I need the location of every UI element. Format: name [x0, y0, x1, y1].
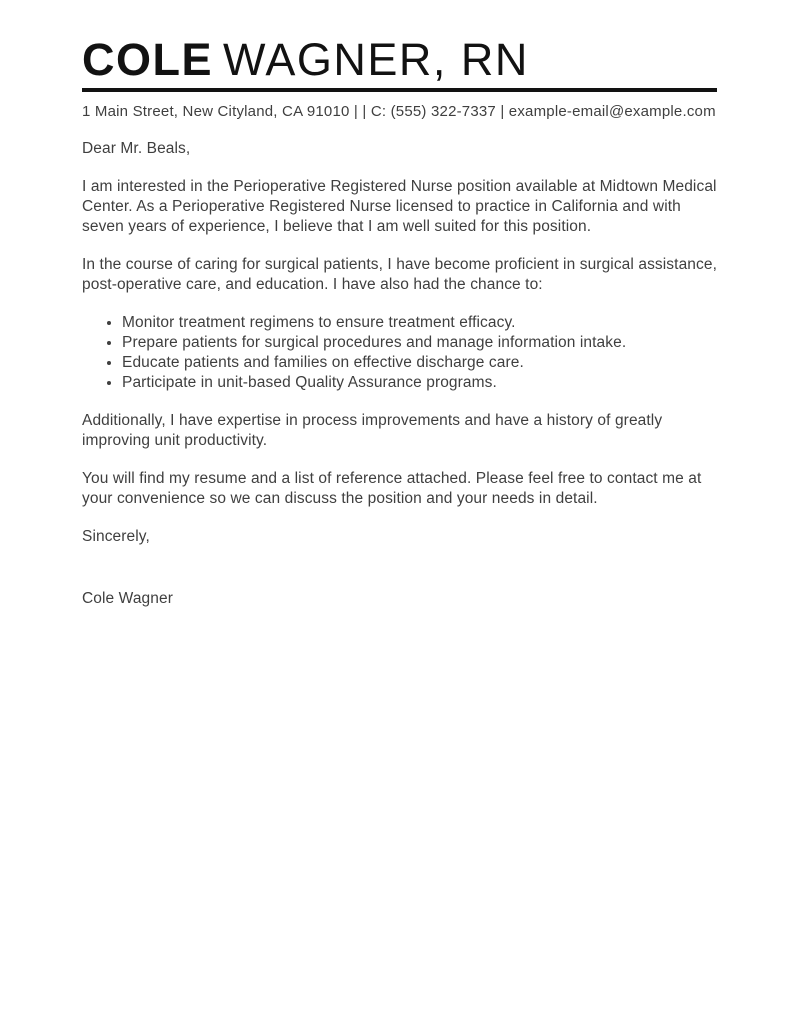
list-item: • Participate in unit-based Quality Assurance programs. — [122, 373, 717, 393]
header-divider — [82, 88, 717, 92]
list-item: • Prepare patients for surgical procedures and manage information intake. — [122, 333, 717, 353]
letter-header-name — [82, 36, 717, 83]
name-first: COLE — [82, 34, 214, 85]
paragraph-intro: I am interested in the Perioperative Registered Nurse position available at Midtown Medical Center. As a Perioperative Registered Nurse licensed to practice in California and with seven years of experience, I believe that I am well suited for this position. — [82, 178, 717, 236]
sign-off: Sincerely, — [82, 528, 150, 546]
list-item: • Educate patients and families on effective discharge care. — [122, 353, 717, 373]
letter-body — [82, 139, 717, 609]
duties-list — [82, 313, 717, 393]
signature-name: Cole Wagner — [82, 590, 173, 608]
name-rest: WAGNER, RN — [223, 34, 529, 85]
greeting: Dear Mr. Beals, — [82, 140, 191, 158]
paragraph-closing: You will find my resume and a list of reference attached. Please feel free to contact me at your convenience so we can discuss the position and your needs in detail. — [82, 470, 702, 508]
paragraph-skills: In the course of caring for surgical patients, I have become proficient in surgical assistance, post-operative care, and education. I have also had the chance to: — [82, 256, 717, 294]
contact-line: 1 Main Street, New Cityland, CA 91010 | | C: (555) 322-7337 | example-email@example.com — [82, 103, 716, 121]
list-item: • Monitor treatment regimens to ensure treatment efficacy. — [122, 313, 717, 333]
paragraph-additional: Additionally, I have expertise in process improvements and have a history of greatly improving unit productivity. — [82, 412, 663, 450]
